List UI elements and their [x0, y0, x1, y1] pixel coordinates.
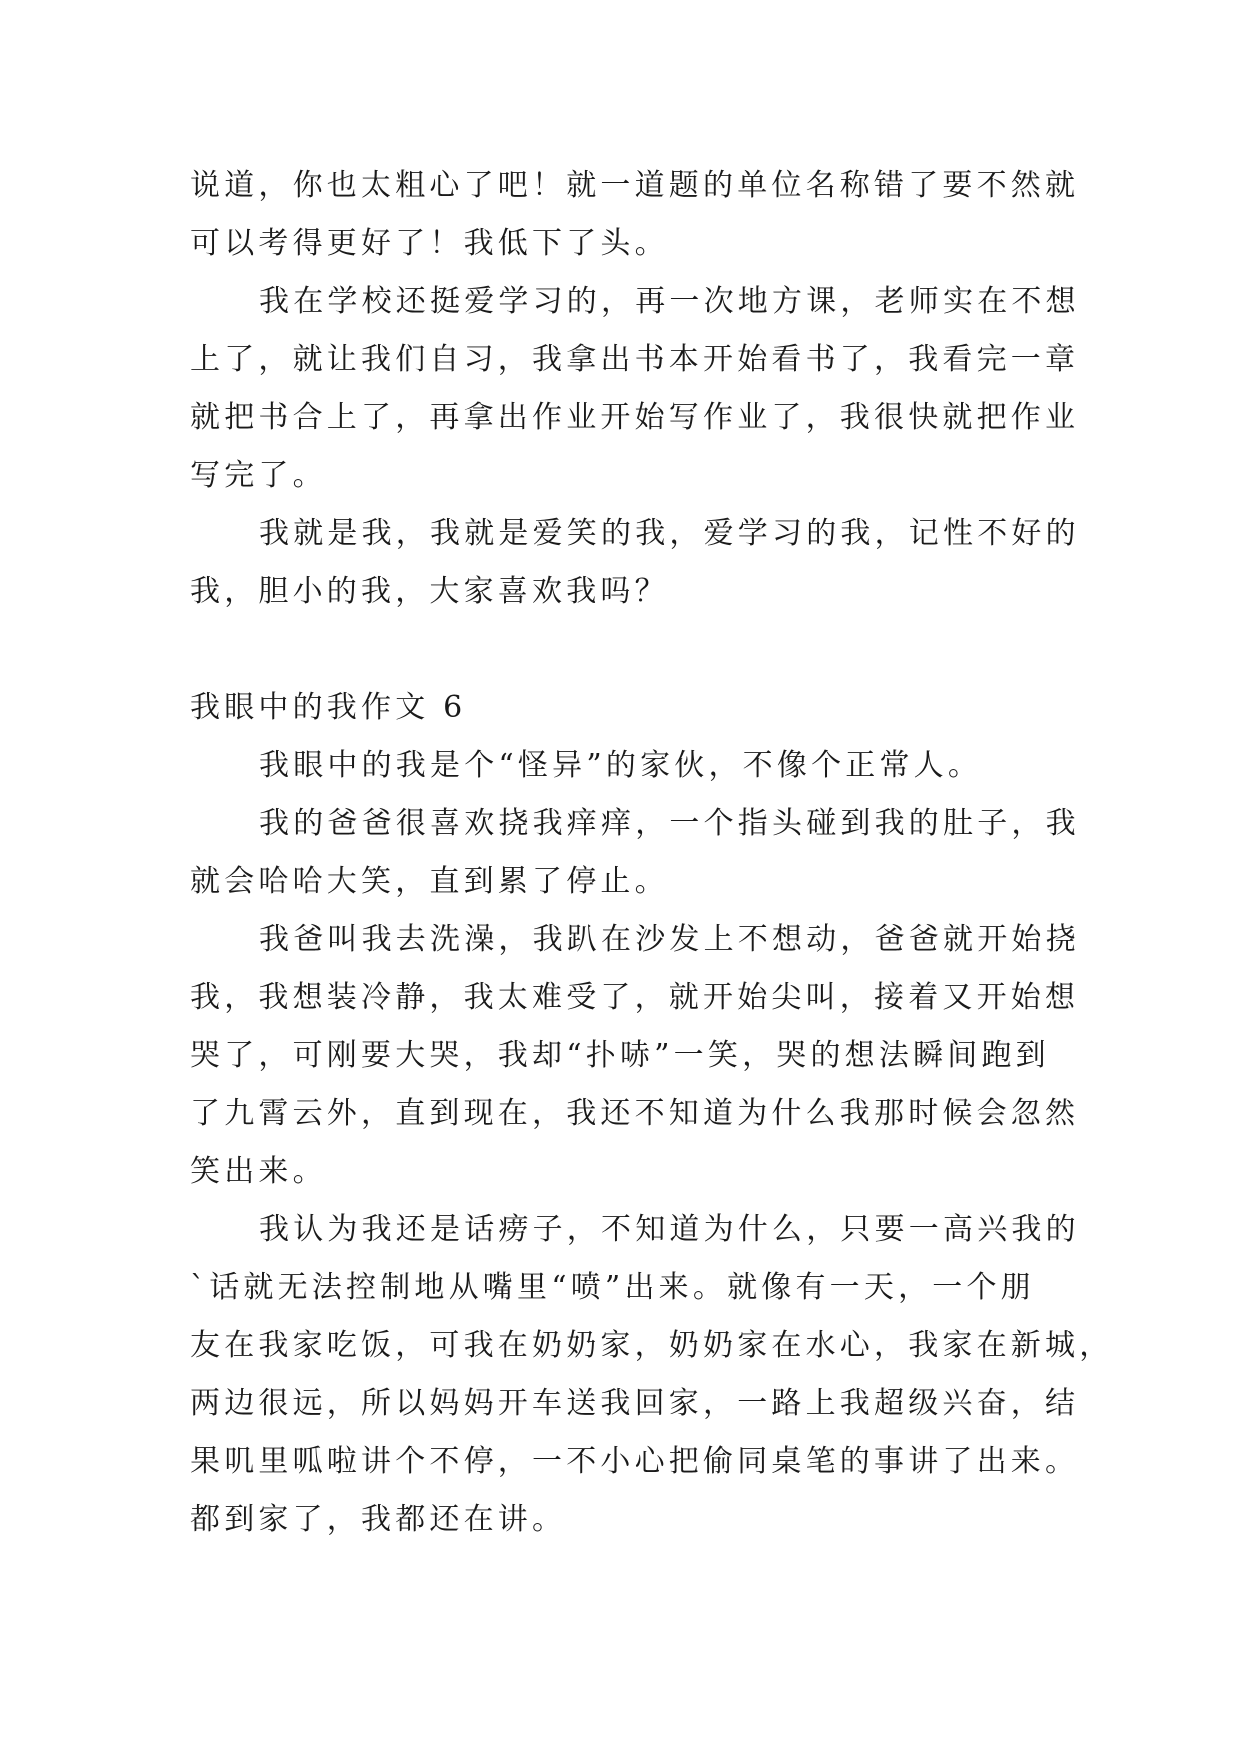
section-heading: 我眼中的我作文 6	[190, 690, 467, 725]
text-line: 友在我家吃饭，可我在奶奶家，奶奶家在水心，我家在新城，	[190, 1328, 1114, 1363]
text-line: 都到家了，我都还在讲。	[190, 1502, 567, 1537]
text-line: 就把书合上了，再拿出作业开始写作业了，我很快就把作业	[190, 400, 1080, 435]
text-line: 我，我想装冷静，我太难受了，就开始尖叫，接着又开始想	[190, 980, 1080, 1015]
text-line: 说道，你也太粗心了吧！就一道题的单位名称错了要不然就	[190, 168, 1080, 203]
text-line: 了九霄云外，直到现在，我还不知道为什么我那时候会忽然	[190, 1096, 1080, 1131]
text-line: 两边很远，所以妈妈开车送我回家，一路上我超级兴奋，结	[190, 1386, 1080, 1421]
text-line: 可以考得更好了！我低下了头。	[190, 226, 669, 261]
text-line: 果叽里呱啦讲个不停，一不小心把偷同桌笔的事讲了出来。	[190, 1444, 1080, 1479]
text-line: `话就无法控制地从嘴里“喷”出来。就像有一天，一个朋	[190, 1270, 1035, 1305]
text-line: 写完了。	[190, 458, 327, 493]
paragraph-start: 我在学校还挺爱学习的，再一次地方课，老师实在不想	[259, 284, 1080, 319]
paragraph-start: 我爸叫我去洗澡，我趴在沙发上不想动，爸爸就开始挠	[259, 922, 1080, 957]
text-line: 笑出来。	[190, 1154, 327, 1189]
paragraph-start: 我的爸爸很喜欢挠我痒痒，一个指头碰到我的肚子，我	[259, 806, 1080, 841]
paragraph-start: 我认为我还是话痨子，不知道为什么，只要一高兴我的	[259, 1212, 1080, 1247]
text-line: 就会哈哈大笑，直到累了停止。	[190, 864, 669, 899]
text-line: 我，胆小的我，大家喜欢我吗？	[190, 574, 669, 609]
paragraph-start: 我就是我，我就是爱笑的我，爱学习的我，记性不好的	[259, 516, 1080, 551]
paragraph-start: 我眼中的我是个“怪异”的家伙，不像个正常人。	[259, 748, 983, 783]
text-line: 上了，就让我们自习，我拿出书本开始看书了，我看完一章	[190, 342, 1080, 377]
text-line: 哭了，可刚要大哭，我却“扑哧”一笑，哭的想法瞬间跑到	[190, 1038, 1050, 1073]
